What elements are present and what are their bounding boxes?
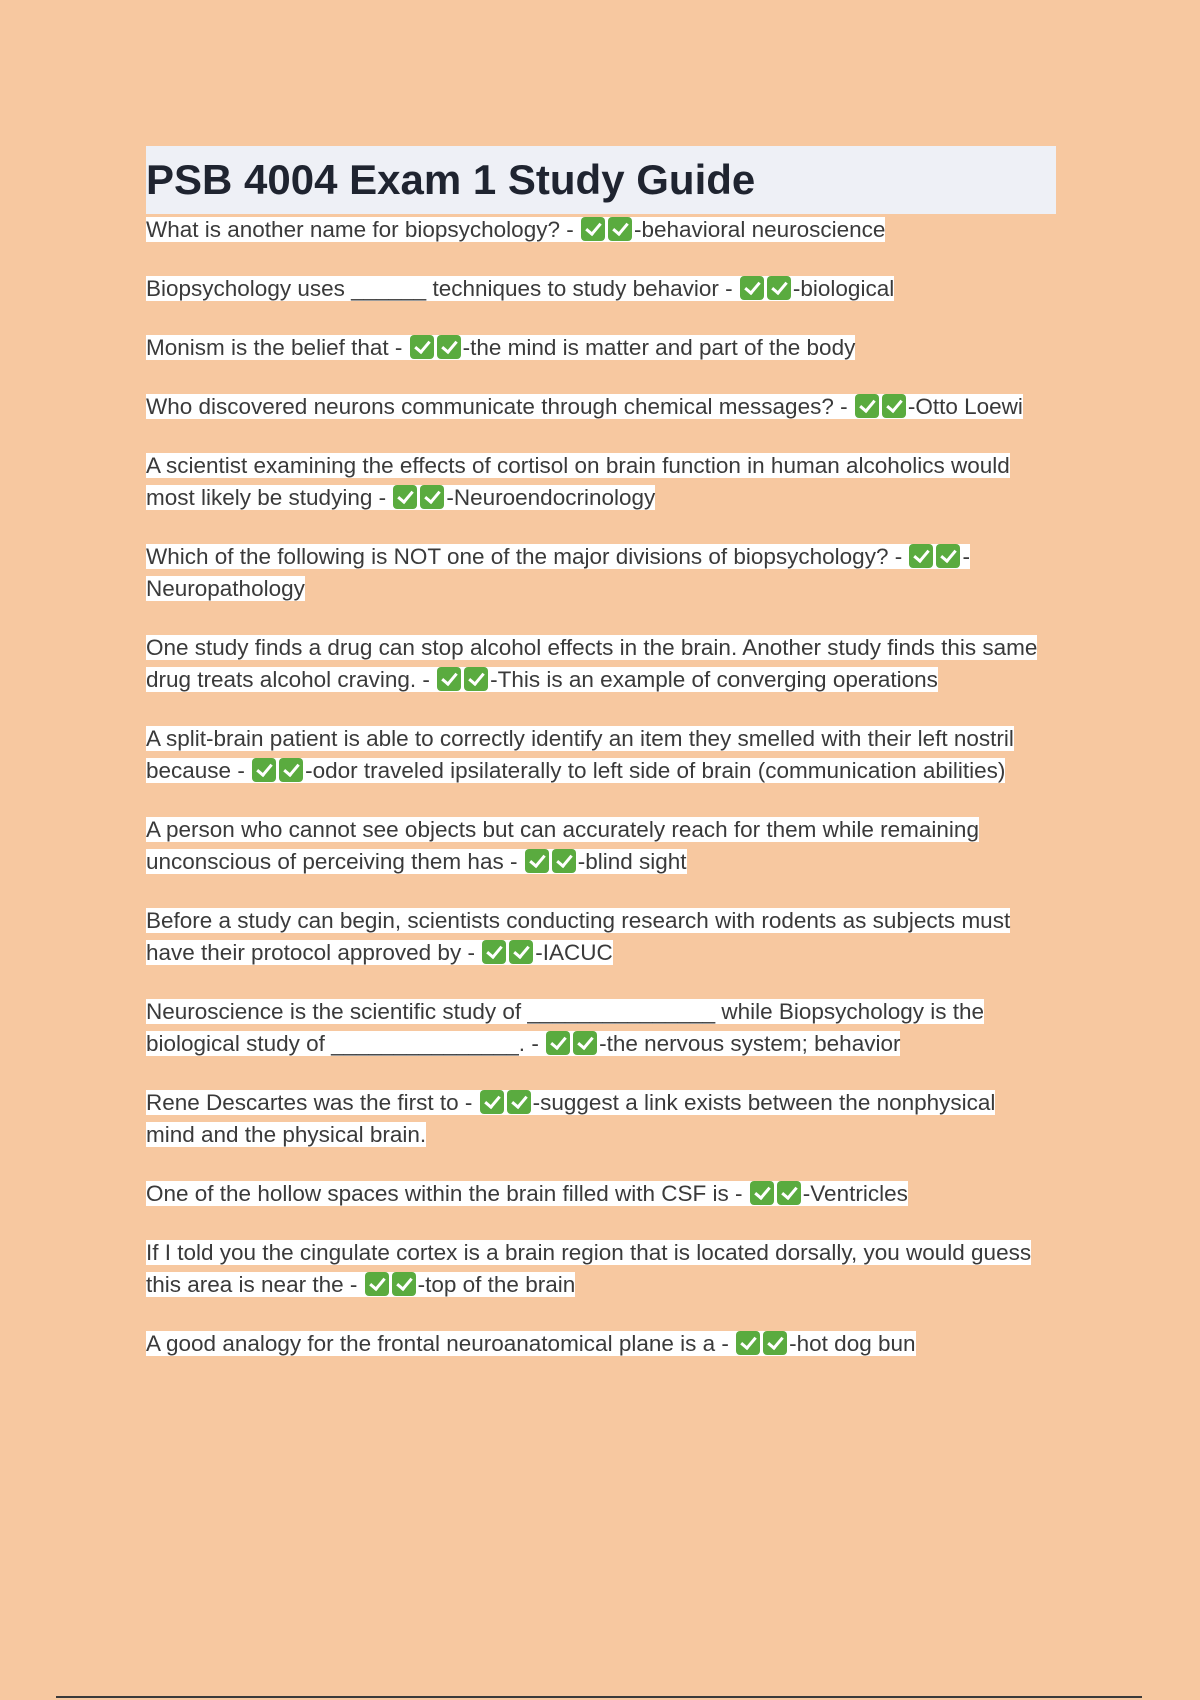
answer-text: -behavioral neuroscience	[634, 217, 886, 242]
question-text: A good analogy for the frontal neuroanatomical plane is a -	[146, 1331, 729, 1356]
check-mark-icon	[437, 335, 461, 359]
qa-item	[146, 273, 1046, 305]
question-text: Rene Descartes was the first to -	[146, 1090, 473, 1115]
check-mark-icon	[546, 1031, 570, 1055]
check-mark-icon	[464, 667, 488, 691]
answer-text: -the mind is matter and part of the body	[462, 335, 856, 360]
qa-item	[146, 214, 1046, 246]
check-mark-icon	[767, 276, 791, 300]
qa-item	[146, 814, 1046, 878]
answer-text: -IACUC	[535, 940, 613, 965]
question-text: One of the hollow spaces within the brain filled with CSF is -	[146, 1181, 743, 1206]
check-mark-icon	[420, 485, 444, 509]
qa-item	[146, 332, 1046, 364]
qa-item-highlight	[146, 217, 885, 242]
qa-item-highlight	[146, 726, 1014, 783]
check-mark-icon	[740, 276, 764, 300]
check-mark-icon	[525, 849, 549, 873]
qa-list	[146, 214, 1056, 1360]
question-text: Neuroscience is the scientific study of _______________ while Biopsychology is the biological study of _______________. -	[146, 999, 985, 1056]
check-mark-icon	[936, 544, 960, 568]
check-mark-icon	[392, 1272, 416, 1296]
check-mark-icon	[763, 1331, 787, 1355]
answer-text: -This is an example of converging operations	[490, 667, 938, 692]
answer-text: -hot dog bun	[789, 1331, 916, 1356]
check-mark-icon	[552, 849, 576, 873]
answer-text: -Neuroendocrinology	[446, 485, 656, 510]
qa-item	[146, 391, 1046, 423]
qa-item-highlight	[146, 1181, 908, 1206]
qa-item-highlight	[146, 394, 1023, 419]
check-mark-icon	[507, 1090, 531, 1114]
qa-item-highlight	[146, 1331, 916, 1356]
question-text: A scientist examining the effects of cortisol on brain function in human alcoholics would most likely be studying -	[146, 453, 1010, 510]
qa-item-highlight	[146, 1090, 995, 1147]
qa-item	[146, 632, 1046, 696]
check-mark-icon	[279, 758, 303, 782]
qa-item-highlight	[146, 276, 894, 301]
check-mark-icon	[480, 1090, 504, 1114]
question-text: Monism is the belief that -	[146, 335, 403, 360]
check-mark-icon	[855, 394, 879, 418]
qa-item	[146, 905, 1046, 969]
check-mark-icon	[777, 1181, 801, 1205]
answer-text: -top of the brain	[417, 1272, 576, 1297]
check-mark-icon	[437, 667, 461, 691]
qa-item-highlight	[146, 544, 970, 601]
qa-item-highlight	[146, 908, 1010, 965]
check-mark-icon	[608, 217, 632, 241]
answer-text: -biological	[792, 276, 895, 301]
qa-item	[146, 996, 1046, 1060]
check-mark-icon	[736, 1331, 760, 1355]
check-mark-icon	[581, 217, 605, 241]
check-mark-icon	[410, 335, 434, 359]
question-text: Which of the following is NOT one of the major divisions of biopsychology? -	[146, 544, 903, 569]
check-mark-icon	[509, 940, 533, 964]
check-mark-icon	[573, 1031, 597, 1055]
answer-text: -blind sight	[577, 849, 687, 874]
qa-item-highlight	[146, 453, 1010, 510]
answer-text: -Otto Loewi	[907, 394, 1023, 419]
qa-item-highlight	[146, 635, 1037, 692]
qa-item-highlight	[146, 999, 984, 1056]
question-text: If I told you the cingulate cortex is a brain region that is located dorsally, you would guess this area is near the -	[146, 1240, 1032, 1297]
check-mark-icon	[750, 1181, 774, 1205]
check-mark-icon	[252, 758, 276, 782]
answer-text: -Ventricles	[802, 1181, 908, 1206]
qa-item	[146, 1328, 1046, 1360]
check-mark-icon	[365, 1272, 389, 1296]
page-bottom-rule	[56, 1696, 1142, 1698]
check-mark-icon	[393, 485, 417, 509]
qa-item	[146, 450, 1046, 514]
check-mark-icon	[882, 394, 906, 418]
question-text: Before a study can begin, scientists conducting research with rodents as subjects must have their protocol approved by -	[146, 908, 1011, 965]
check-mark-icon	[909, 544, 933, 568]
qa-item-highlight	[146, 817, 979, 874]
qa-item	[146, 541, 1046, 605]
qa-item	[146, 723, 1046, 787]
question-text: One study finds a drug can stop alcohol effects in the brain. Another study finds this same drug treats alcohol craving. -	[146, 635, 1038, 692]
document-title: PSB 4004 Exam 1 Study Guide	[146, 146, 1056, 214]
answer-text: -odor traveled ipsilaterally to left side of brain (communication abilities)	[305, 758, 1006, 783]
question-text: Who discovered neurons communicate through chemical messages? -	[146, 394, 848, 419]
qa-item	[146, 1087, 1046, 1151]
qa-item-highlight	[146, 335, 855, 360]
qa-item	[146, 1178, 1046, 1210]
answer-text: -the nervous system; behavior	[599, 1031, 901, 1056]
check-mark-icon	[482, 940, 506, 964]
qa-item-highlight	[146, 1240, 1031, 1297]
question-text: Biopsychology uses ______ techniques to study behavior -	[146, 276, 733, 301]
question-text: A person who cannot see objects but can accurately reach for them while remaining unconscious of perceiving them has -	[146, 817, 979, 874]
qa-item	[146, 1237, 1046, 1301]
question-text: What is another name for biopsychology? -	[146, 217, 574, 242]
answer-text: -suggest a link exists between the nonphysical mind and the physical brain.	[146, 1090, 996, 1147]
question-text: A split-brain patient is able to correctly identify an item they smelled with their left nostril because -	[146, 726, 1014, 783]
answer-text: -Neuropathology	[146, 544, 970, 601]
study-guide-page	[146, 146, 1056, 1360]
